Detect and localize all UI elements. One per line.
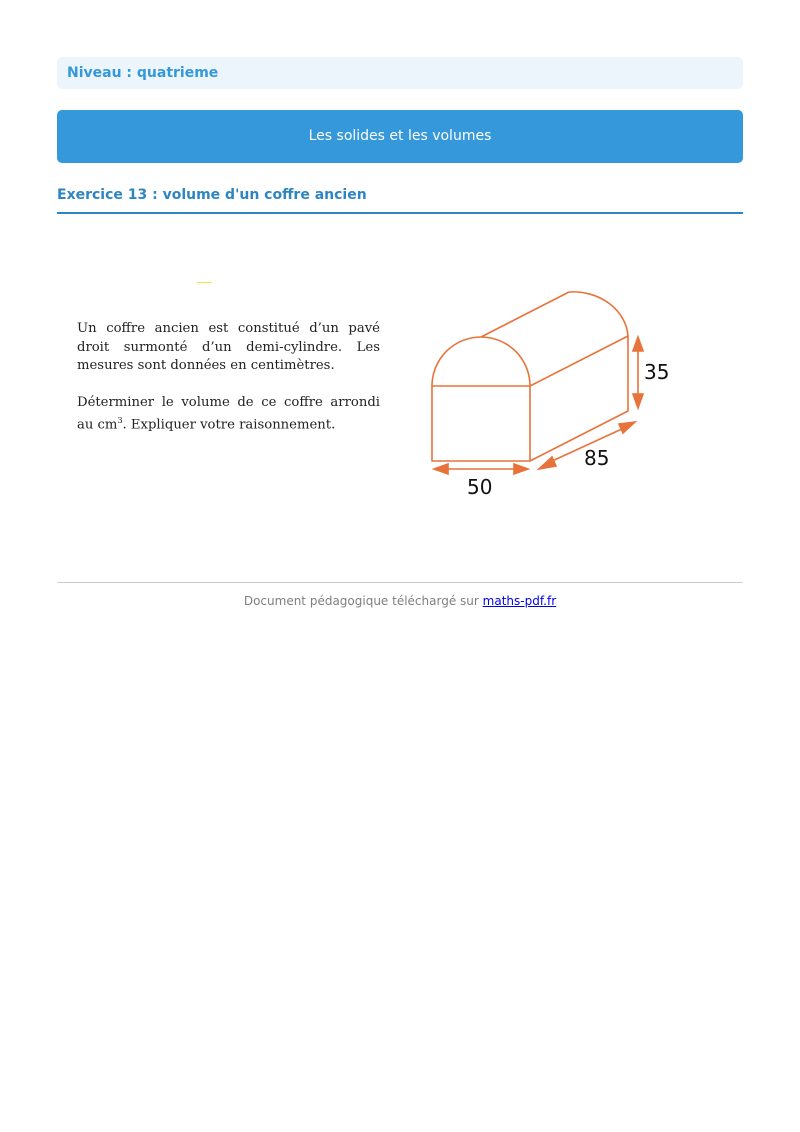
dim-width-label: 50 [467,475,493,499]
footer-divider [57,582,743,583]
chest-figure [420,280,680,500]
footer-link[interactable]: maths-pdf.fr [482,594,557,608]
dim-depth-label: 85 [584,446,610,470]
level-box [57,57,743,89]
topic-banner [57,110,743,163]
depth-arrow-end [619,422,635,433]
statement-question-end: . Expliquer votre raisonnement. [122,417,336,433]
back-arc [569,292,628,336]
side-face [530,336,628,461]
height-arrow-top [633,337,643,351]
highlight-mark [197,282,212,283]
footer [57,594,743,608]
topic-title: Les solides et les volumes [308,128,492,144]
statement-paragraph-1: Un coffre ancien est constitué d’un pavé droit surmonté d’un demi-cylindre. Les mesures sont données en centimètres. [77,321,380,373]
top-edge [481,292,569,337]
front-arc [432,337,530,386]
front-face [432,386,530,461]
width-arrow-left [434,464,448,474]
height-arrow-bottom [633,394,643,408]
exercise-title-text: Exercice 13 : volume d'un coffre ancien [57,187,367,203]
dim-height-label: 35 [644,360,670,384]
statement-question: Déterminer le volume de ce coffre arrondi au cm [77,394,380,433]
footer-text: Document pédagogique téléchargé sur [243,594,479,608]
cube-exponent: 3 [117,416,123,425]
level-label: Niveau : quatrieme [67,65,219,81]
statement-paragraph-2 [77,394,380,435]
width-arrow-right [514,464,528,474]
exercise-title [57,184,743,214]
exercise-statement [77,320,380,453]
depth-arrow-start [539,457,556,469]
